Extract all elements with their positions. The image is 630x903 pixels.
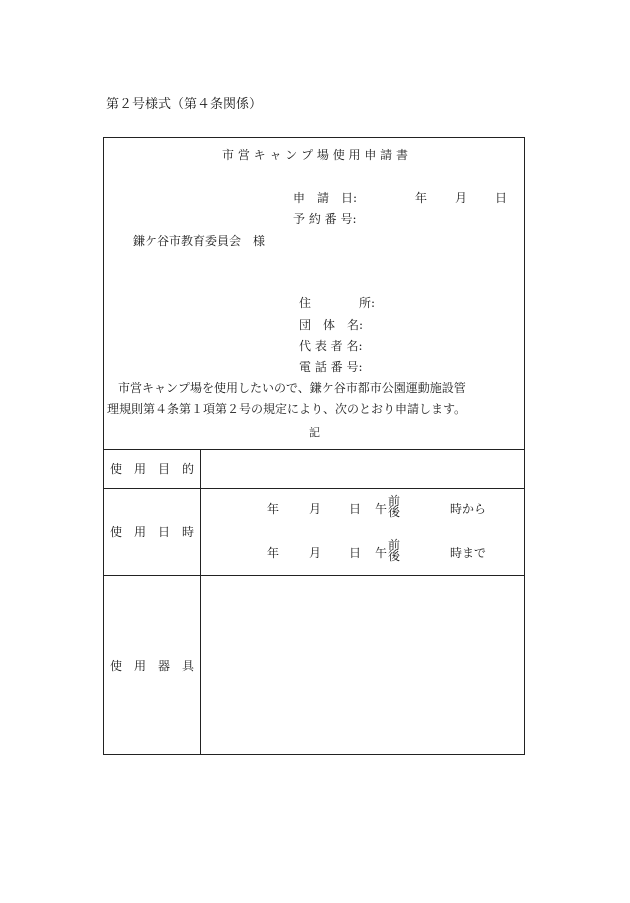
application-date-month: 月 xyxy=(455,191,468,205)
note-mark: 記 xyxy=(309,426,320,439)
addressee: 鎌ケ谷市教育委員会 様 xyxy=(133,234,266,248)
column-divider xyxy=(200,449,201,755)
phone-label: 電 話 番 号: xyxy=(299,360,363,374)
to-am-label: 前 xyxy=(388,538,401,552)
application-date-day: 日 xyxy=(495,191,508,205)
to-day: 日 xyxy=(349,546,362,560)
from-am-pm-stack xyxy=(388,496,400,518)
table-top-divider xyxy=(103,449,525,450)
from-pm-label: 後 xyxy=(388,505,401,519)
row-divider-1 xyxy=(103,488,525,489)
datetime-label: 使 用 日 時 xyxy=(110,525,195,539)
from-suffix: 時から xyxy=(450,502,487,516)
reservation-number-label: 予 約 番 号: xyxy=(293,212,357,226)
to-afternoon-char: 午 xyxy=(375,546,388,560)
form-number-label: 第２号様式（第４条関係） xyxy=(106,97,263,112)
from-day: 日 xyxy=(349,502,362,516)
to-pm-label: 後 xyxy=(388,549,401,563)
group-name-label: 団 体 名: xyxy=(299,318,364,332)
purpose-label: 使 用 目 的 xyxy=(110,462,195,476)
row-divider-2 xyxy=(103,575,525,576)
to-year: 年 xyxy=(267,546,280,560)
body-text-line1: 市営キャンプ場を使用したいので、鎌ケ谷市都市公園運動施設管 xyxy=(118,381,466,395)
from-afternoon-char: 午 xyxy=(375,502,388,516)
to-month: 月 xyxy=(309,546,322,560)
address-label: 住 所: xyxy=(299,296,376,310)
equipment-label: 使 用 器 具 xyxy=(110,659,195,673)
form-title: 市 営 キ ャ ン プ 場 使 用 申 請 書 xyxy=(222,148,408,162)
representative-label: 代 表 者 名: xyxy=(299,339,363,353)
to-suffix: 時まで xyxy=(450,546,487,560)
application-date-year: 年 xyxy=(415,191,428,205)
to-am-pm-stack xyxy=(388,540,400,562)
from-year: 年 xyxy=(267,502,280,516)
body-text-line2: 理規則第４条第１項第２号の規定により、次のとおり申請します。 xyxy=(107,402,467,416)
application-date-label: 申 請 日: xyxy=(293,191,358,205)
from-am-label: 前 xyxy=(388,494,401,508)
from-month: 月 xyxy=(309,502,322,516)
